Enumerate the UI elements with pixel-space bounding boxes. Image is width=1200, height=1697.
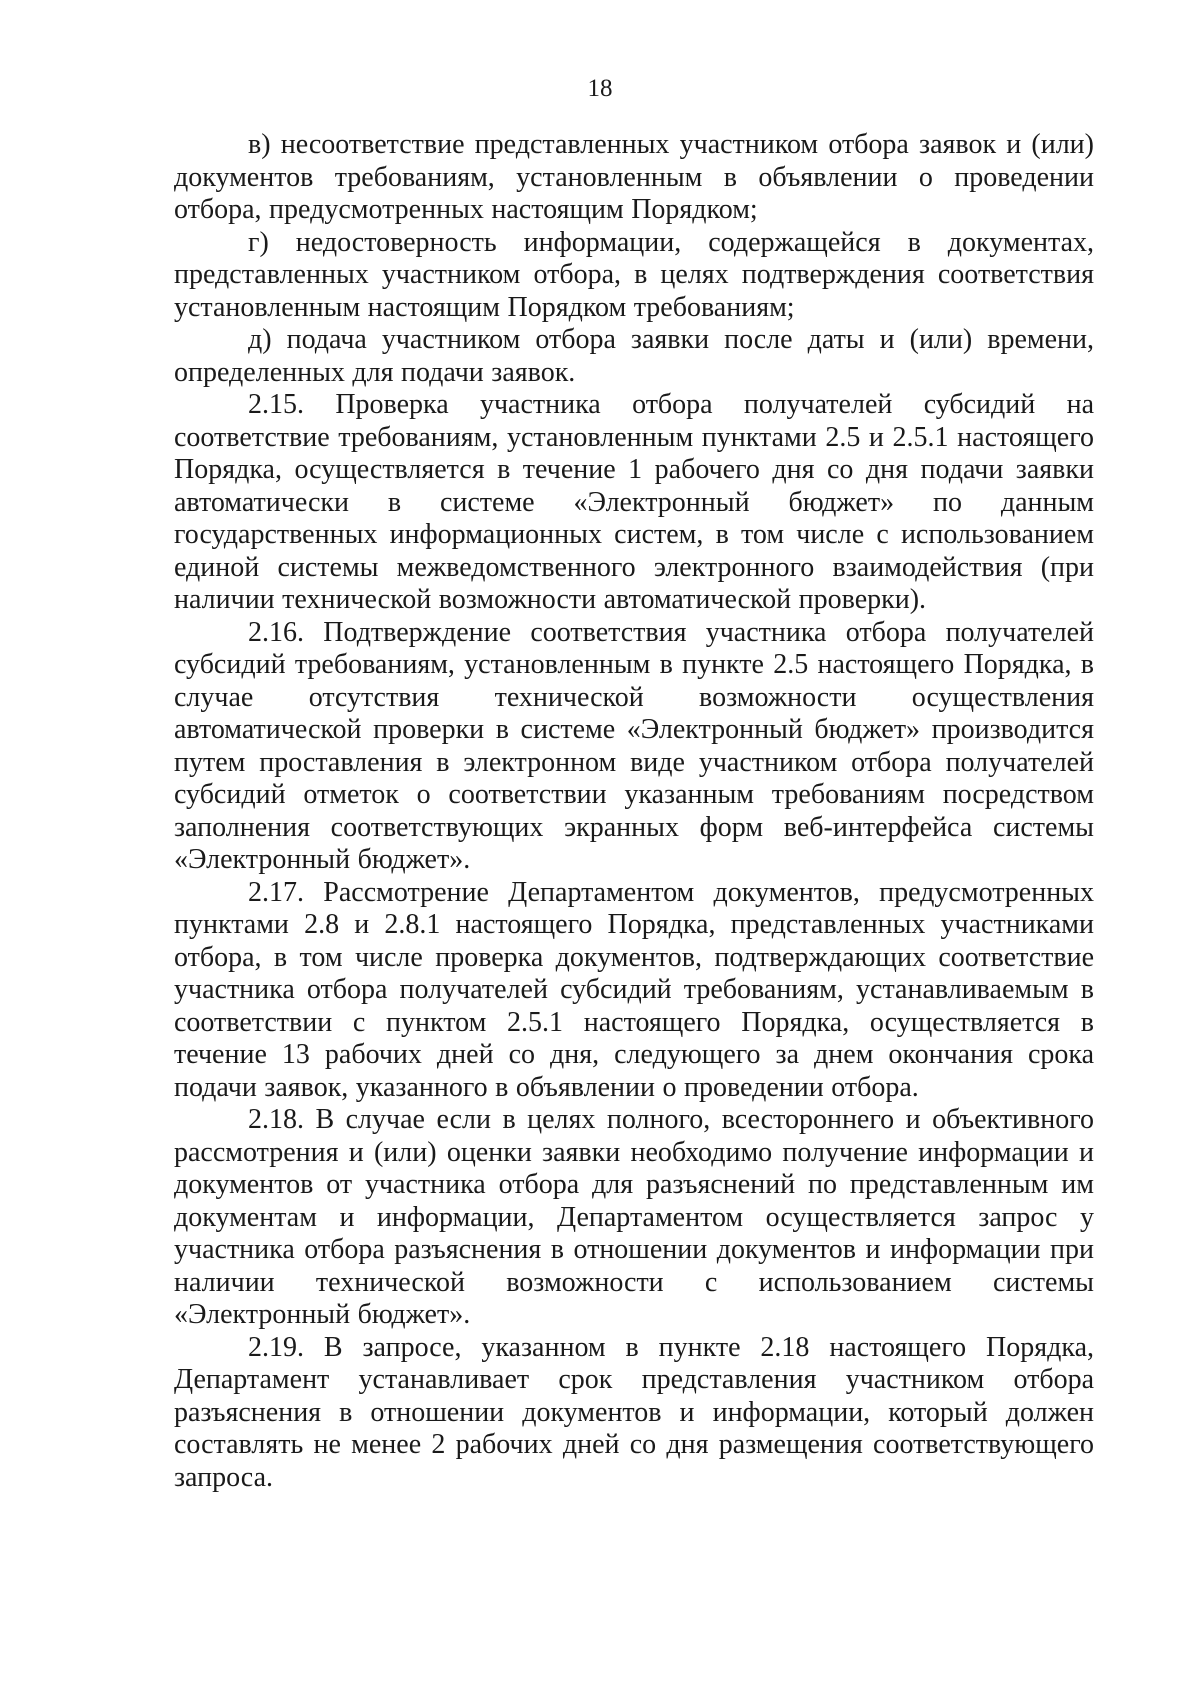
paragraph-2-19: 2.19. В запросе, указанном в пункте 2.18 настоящего Порядка, Департамент устанавливает срок представления участником отбора разъяснения в отношении документов и информации, который должен составлять не менее 2 рабочих дней со дня размещения соответствующего запроса. [174, 1331, 1094, 1493]
paragraph-v: в) несоответствие представленных участником отбора заявок и (или) документов требованиям, установленным в объявлении о проведении отбора, предусмотренных настоящим Порядком; [174, 129, 1094, 225]
paragraph-2-16: 2.16. Подтверждение соответствия участника отбора получателей субсидий требованиям, установленным в пункте 2.5 настоящего Порядка, в случае отсутствия технической возможности осуществления автоматической проверки в системе «Электронный бюджет» производится путем проставления в электронном виде участником отбора получателей субсидий отметок о соответствии указанным требованиям посредством заполнения соответствующих экранных форм веб-интерфейса системы «Электронный бюджет». [174, 616, 1094, 875]
page-number: 18 [587, 75, 613, 102]
paragraph-d: д) подача участником отбора заявки после даты и (или) времени, определенных для подачи заявок. [174, 324, 1094, 388]
paragraph-g: г) недостоверность информации, содержащейся в документах, представленных участником отбора, в целях подтверждения соответствия установленным настоящим Порядком требованиям; [174, 226, 1094, 323]
paragraph-2-18: 2.18. В случае если в целях полного, всестороннего и объективного рассмотрения и (или) оценки заявки необходимо получение информации и документов от участника отбора для разъяснений по представленным им документам и информации, Департаментом осуществляется запрос у участника отбора разъяснения в отношении документов и информации при наличии технической возможности с использованием системы «Электронный бюджет». [174, 1104, 1094, 1330]
paragraph-2-17: 2.17. Рассмотрение Департаментом документов, предусмотренных пунктами 2.8 и 2.8.1 настоящего Порядка, представленных участниками отбора, в том числе проверка документов, подтверждающих соответствие участника отбора получателей субсидий требованиям, устанавливаемым в соответствии с пунктом 2.5.1 настоящего Порядка, осуществляется в течение 13 рабочих дней со дня, следующего за днем окончания срока подачи заявок, указанного в объявлении о проведении отбора. [174, 876, 1094, 1103]
document-body [174, 129, 1094, 1494]
paragraph-2-15: 2.15. Проверка участника отбора получателей субсидий на соответствие требованиям, установленным пунктами 2.5 и 2.5.1 настоящего Порядка, осуществляется в течение 1 рабочего дня со дня подачи заявки автоматически в системе «Электронный бюджет» по данным государственных информационных систем, в том числе с использованием единой системы межведомственного электронного взаимодействия (при наличии технической возможности автоматической проверки). [174, 389, 1094, 615]
